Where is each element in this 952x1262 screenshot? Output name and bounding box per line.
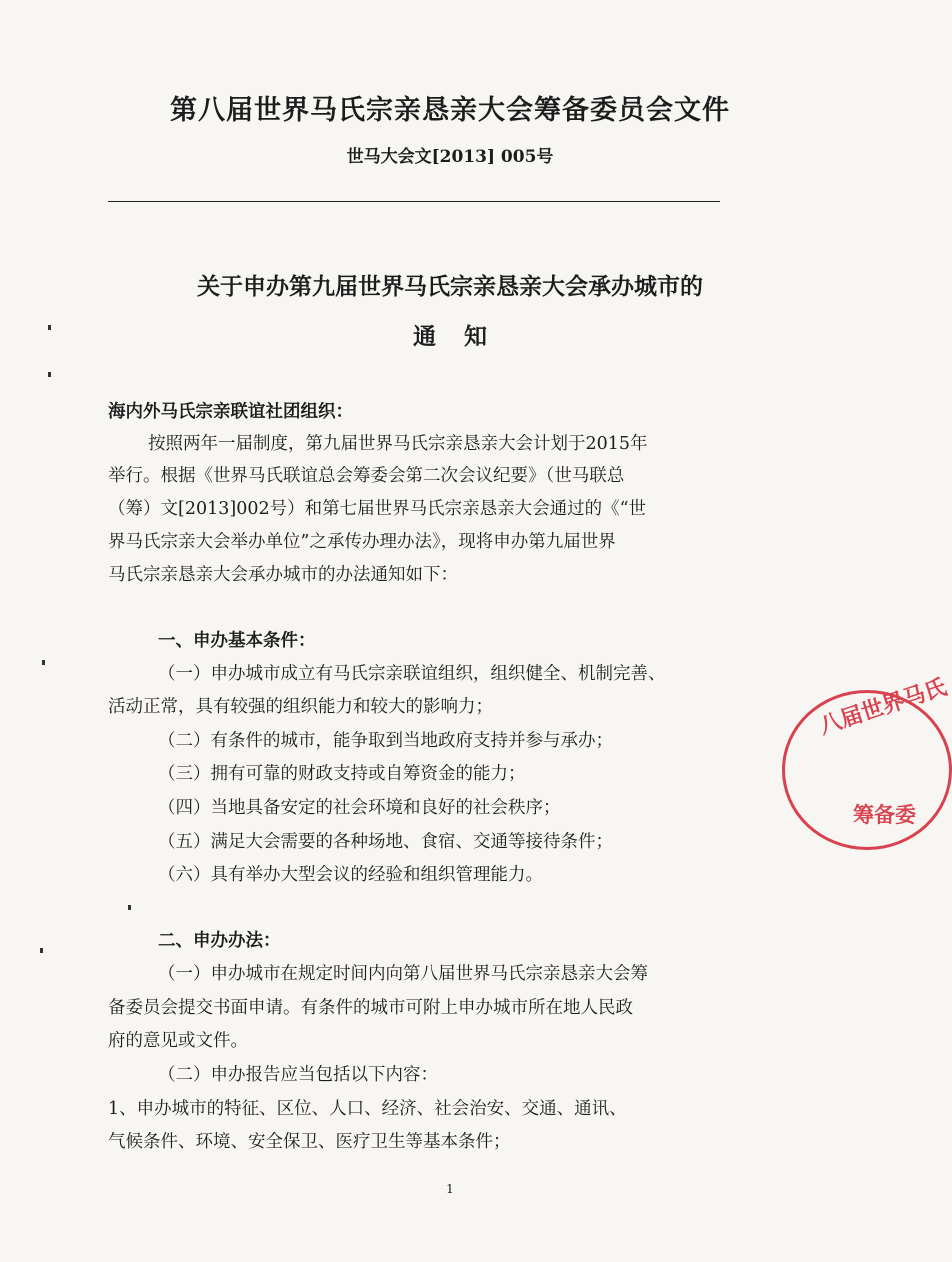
condition-item: （五）满足大会需要的各种场地、食宿、交通等接待条件；: [158, 832, 613, 852]
scan-speck: [40, 948, 43, 953]
notice-title-line2: 通知: [413, 323, 515, 350]
header-divider: [108, 201, 720, 202]
notice-title-line1: 关于申办第九届世界马氏宗亲恳亲大会承办城市的: [197, 273, 703, 300]
method-line: 气候条件、环境、安全保卫、医疗卫生等基本条件；: [108, 1132, 511, 1152]
scan-speck: [128, 905, 131, 910]
page-number: 1: [446, 1182, 454, 1196]
section1-heading: 一、申办基本条件：: [158, 631, 316, 651]
condition-item: （四）当地具备安定的社会环境和良好的社会秩序；: [158, 798, 561, 818]
document-title: 第八届世界马氏宗亲恳亲大会筹备委员会文件: [170, 95, 730, 126]
intro-line: 马氏宗亲恳亲大会承办城市的办法通知如下：: [108, 565, 458, 585]
scan-speck: [48, 325, 51, 330]
salutation: 海内外马氏宗亲联谊社团组织：: [108, 402, 353, 422]
condition-item: 活动正常，具有较强的组织能力和较大的影响力；: [108, 697, 493, 717]
condition-item: （一）申办城市成立有马氏宗亲联谊组织，组织健全、机制完善、: [158, 664, 666, 684]
document-number: 世马大会文[2013] 005号: [346, 147, 554, 167]
method-line: 府的意见或文件。: [108, 1031, 248, 1051]
method-line: （二）申办报告应当包括以下内容：: [158, 1065, 438, 1085]
method-line: 备委员会提交书面申请。有条件的城市可附上申办城市所在地人民政: [108, 998, 633, 1018]
method-line: 1、申办城市的特征、区位、人口、经济、社会治安、交通、通讯、: [108, 1099, 627, 1119]
scan-speck: [48, 372, 51, 377]
intro-line: （筹）文[2013]002号）和第七届世界马氏宗亲恳亲大会通过的《“世: [108, 499, 647, 519]
seal-text-bottom: 筹备委: [853, 803, 916, 827]
condition-item: （三）拥有可靠的财政支持或自筹资金的能力；: [158, 764, 526, 784]
method-line: （一）申办城市在规定时间内向第八届世界马氏宗亲恳亲大会筹: [158, 964, 648, 984]
condition-item: （六）具有举办大型会议的经验和组织管理能力。: [158, 865, 543, 885]
intro-line: 界马氏宗亲大会举办单位”之承传办理办法》，现将申办第九届世界: [108, 532, 616, 552]
scan-speck: [42, 660, 45, 665]
seal-text-top: 八届世界马氏: [816, 674, 950, 740]
intro-line: 举行。根据《世界马氏联谊总会筹委会第二次会议纪要》（世马联总: [108, 466, 625, 486]
official-seal: [782, 674, 952, 850]
section2-heading: 二、申办办法：: [158, 931, 281, 951]
intro-line: 按照两年一届制度，第九届世界马氏宗亲恳亲大会计划于2015年: [148, 434, 648, 454]
condition-item: （二）有条件的城市，能争取到当地政府支持并参与承办；: [158, 731, 613, 751]
